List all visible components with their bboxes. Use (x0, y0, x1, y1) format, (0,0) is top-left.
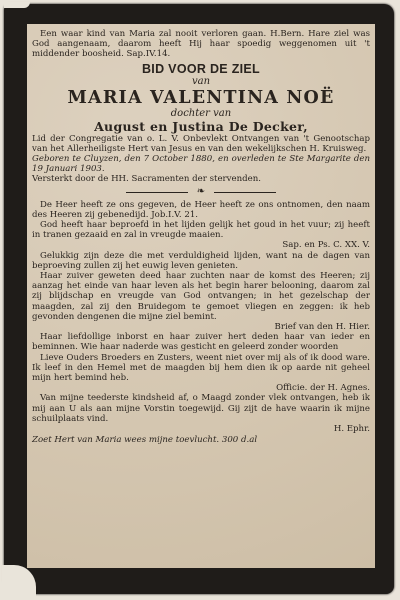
prayer-heading: BID VOOR DE ZIEL (141, 61, 260, 76)
verse-7: Van mijne teederste kindsheid af, o Maagd zonder vlek ontvangen, heb ik mij aan U als aan mijne Vorstin toegewijd. Gij zijt de have waarin ik mijne schuilplaats vind. (32, 393, 370, 424)
verse-2: God heeft haar beproefd in het lijden gelijk het goud in het vuur; zij heeft in tranen gezaaid en zal in vreugde maaien. (32, 220, 370, 241)
ornament-icon: ❧ (196, 185, 206, 197)
verse-6-source: Officie. der H. Agnes. (276, 383, 370, 394)
card-content (32, 29, 370, 446)
memberships: Lid der Congregatie van o. L. V. Onbevlekt Ontvangen van 't Genootschap van het Allerheiligste Hert van Jesus en van den wekelijkschen H. Kruisweg. (32, 133, 370, 154)
sacraments: Versterkt door de HH. Sacramenten der stervenden. (32, 174, 261, 185)
verse-5: Haar liefdollige inborst en haar zuiver hert deden haar van ieder en beminnen. Wie haar naderde was gesticht en geleerd zonder woorden (32, 332, 370, 353)
worn-corner (4, 2, 30, 8)
parents-names: August en Justina De Decker, (94, 118, 308, 134)
verse-4-source: Brief van den H. Hier. (274, 322, 370, 333)
verse-1: De Heer heeft ze ons gegeven, de Heer heeft ze ons ontnomen, den naam des Heeren zij gebenedijd. Job.I.V. 21. (32, 199, 370, 220)
footer-prayer: Zoet Hert van Maria wees mijne toevlucht. 300 d.al (32, 435, 258, 446)
verse-3: Gelukkig zijn deze die met verduldigheid lijden, want na de dagen van beproeving zullen zij het euwig leven genieten. (32, 250, 370, 271)
memorial-card (27, 24, 375, 568)
verse-6: Lieve Ouders Broeders en Zusters, weent niet over mij als of ik dood ware. Ik leef in den Hemel met de maagden bij hem dien ik op aarde nit geheel mijn hert bemind heb. (32, 352, 370, 384)
deceased-name: MARIA VALENTINA NOË (67, 87, 335, 108)
divider-line-left (126, 192, 188, 193)
ornament-divider (126, 185, 276, 197)
verse-4: Haar zuiver geweten deed haar zuchten naar de komst des Heeren; zij aanzag het einde van haar leven als het begin harer belooning, daarom zal zij blijdschap en vreugde van God ontvangen; in het gezelschap der maagden, zal zij den Bruidegom te gemoet vliegen en zeggen: ik heb gevonden dengenen die mijne ziel bemint. (32, 271, 370, 322)
opening-poem: Een waar kind van Maria zal nooit verloren gaan. H.Bern. Hare ziel was God aangenaam, daarom heeft Hij haar spoedig weggenomen uit 't middender boosheid. Sap.IV.14. (32, 29, 370, 60)
birth-death: Geboren te Cluyzen, den 7 October 1880, en overleden te Ste Margarite den 19 Januari 1903. (32, 154, 370, 175)
verse-7-source: H. Ephr. (333, 424, 370, 435)
daughter-of: dochter van (170, 107, 232, 119)
divider-line-right (214, 192, 276, 193)
van-word: van (191, 75, 211, 87)
verse-2-source: Sap. en Ps. C. XX. V. (282, 240, 370, 251)
